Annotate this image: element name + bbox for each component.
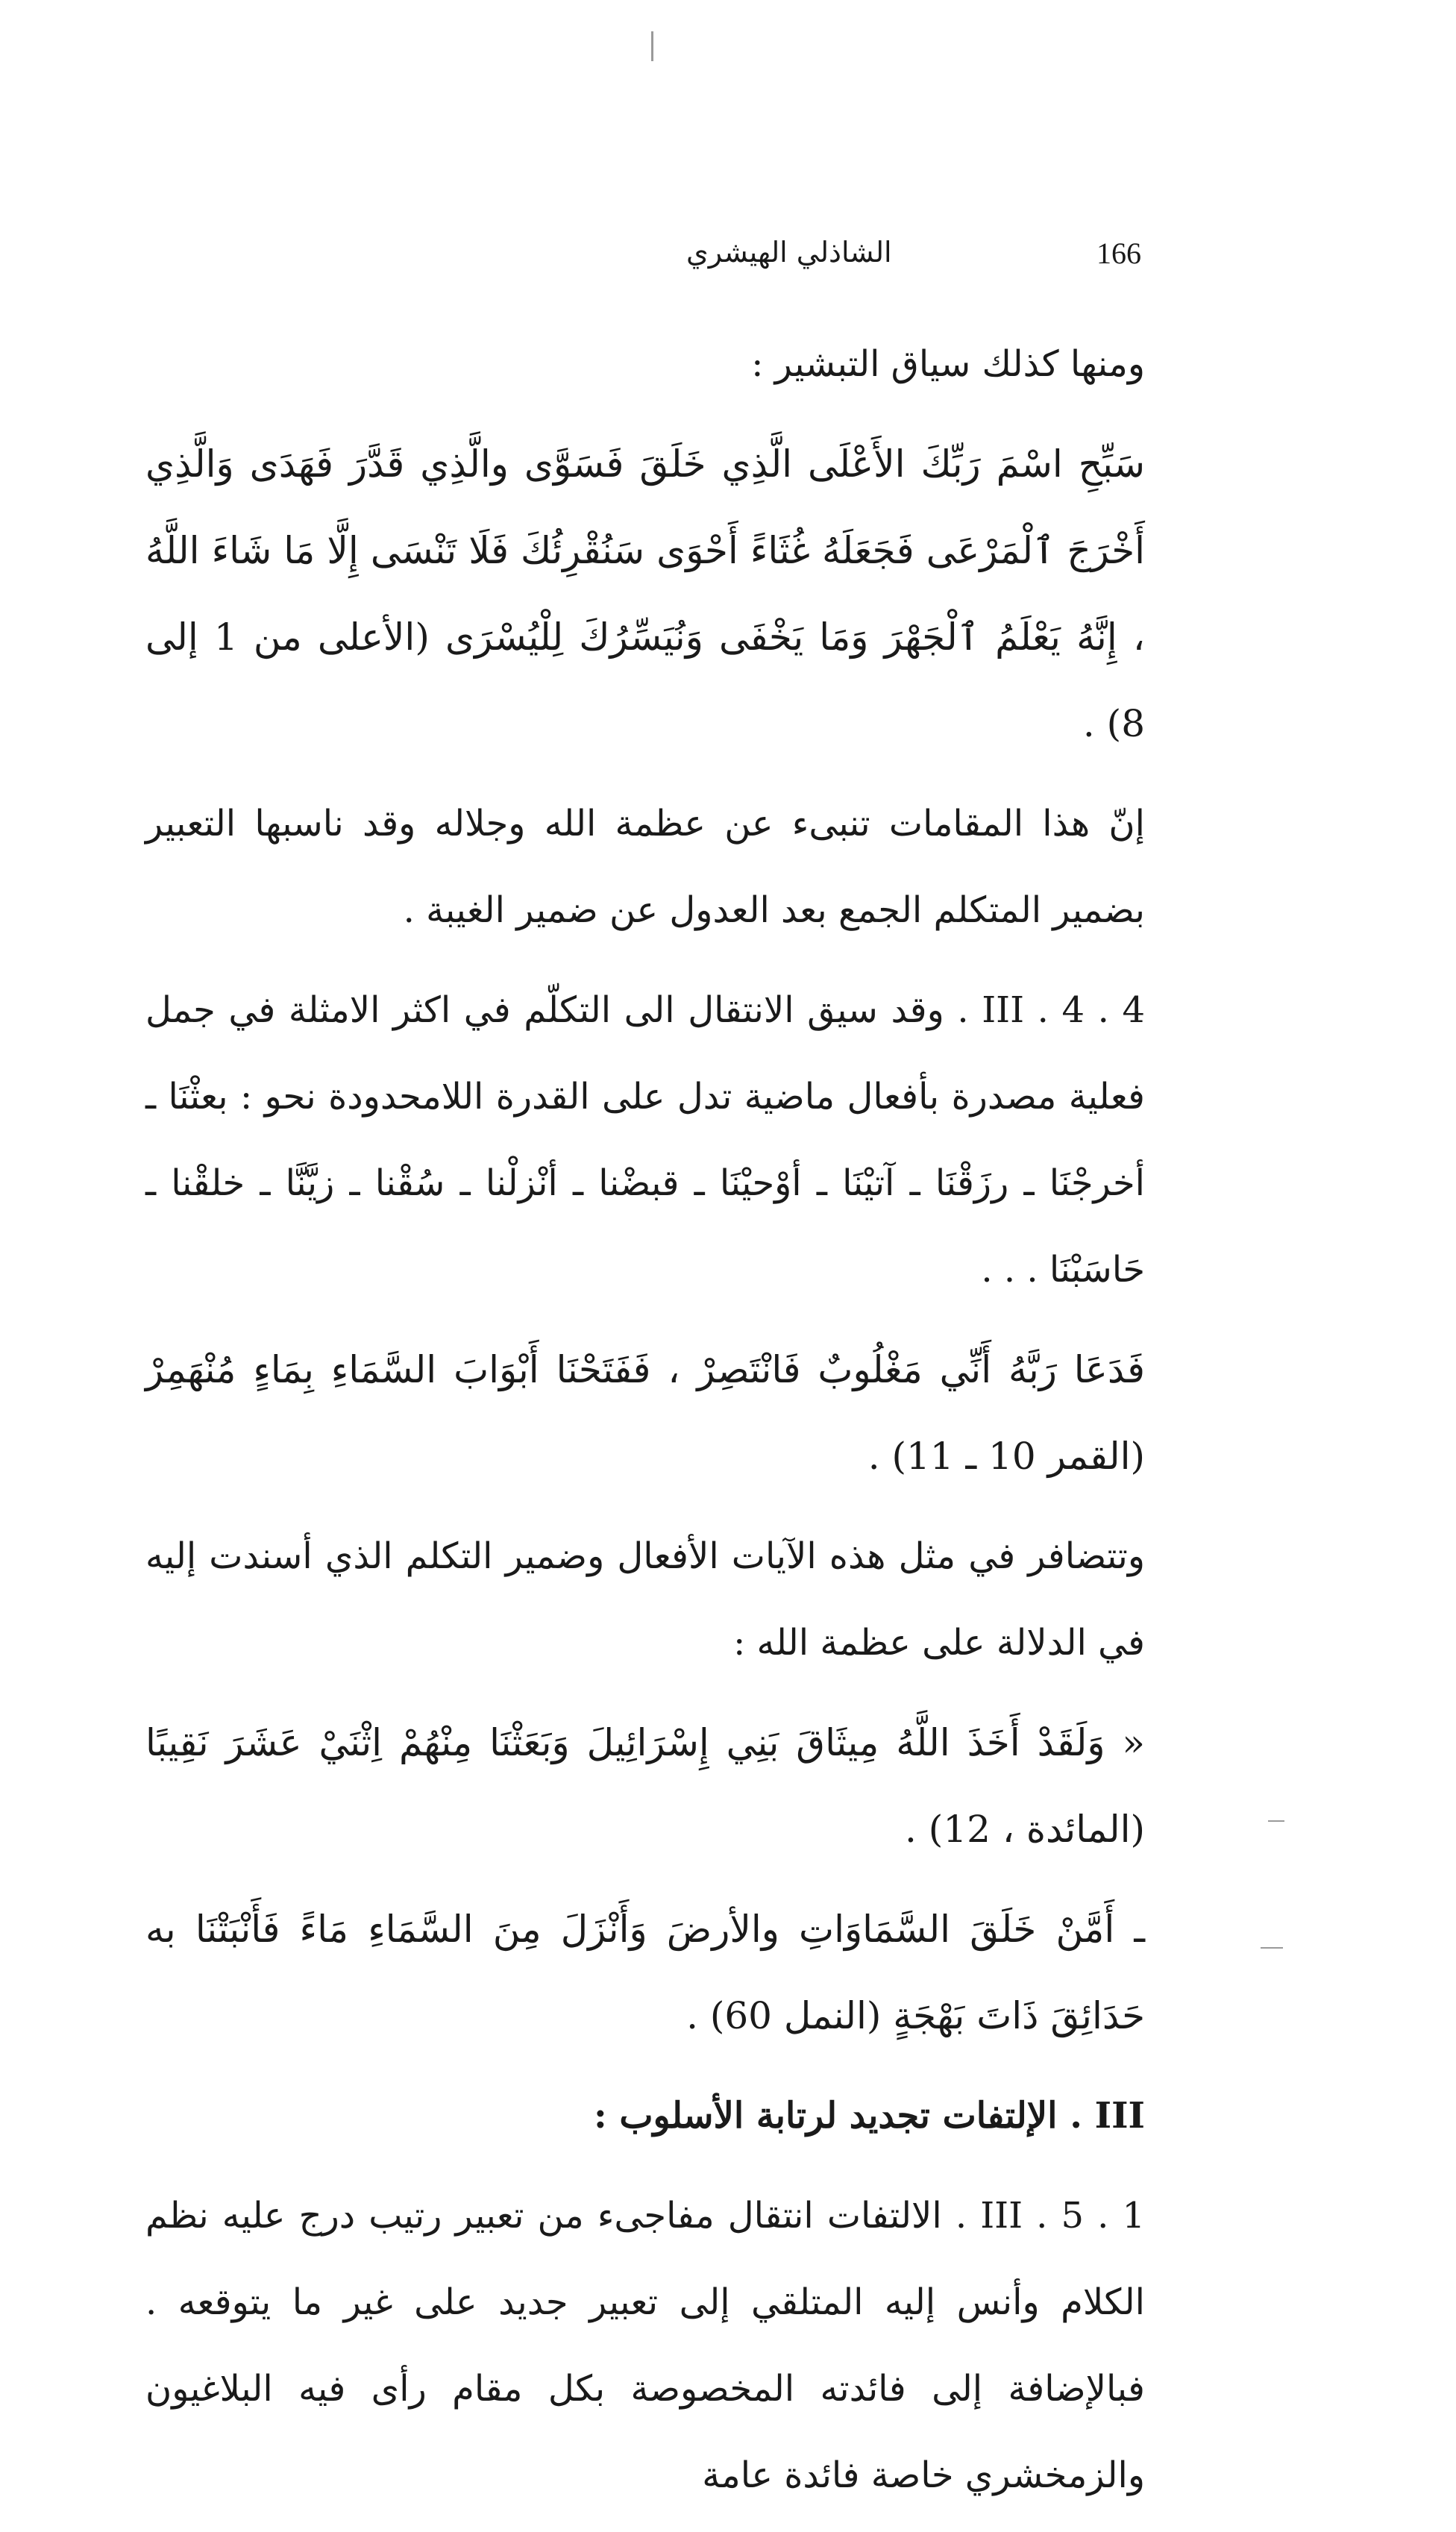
- quran-verse-al-maida: « وَلَقَدْ أَخَذَ اللَّهُ مِيثَاقَ بَنِي إِسْرَائِيلَ وَبَعَثْنَا مِنْهُمْ اِثْنَيْ عَشَرَ نَقِيبًا (المائدة ، 12) .: [145, 1721, 1145, 1851]
- scan-speck: [1261, 1947, 1283, 1949]
- intro-line: ومنها كذلك سياق التبشير :: [751, 343, 1145, 385]
- quran-verse-an-naml: ـ أَمَّنْ خَلَقَ السَّمَاوَاتِ والأرضَ وَأَنْزَلَ مِنَ السَّمَاءِ مَاءً فَأَنْبَتْنَا به حَدَائِقَ ذَاتَ بَهْجَةٍ (النمل 60) .: [145, 1908, 1145, 2037]
- running-head: الشاذلي الهيشري: [686, 236, 892, 269]
- scan-speck: [1268, 1820, 1284, 1822]
- paragraph-verbs-pronoun: وتتضافر في مثل هذه الآيات الأفعال وضمير التكلم الذي أسندت إليه في الدلالة على عظمة الله :: [145, 1535, 1145, 1664]
- section-heading: III . الإلتفات تجديد لرتابة الأسلوب :: [593, 2095, 1145, 2137]
- quran-verse-al-qamar: فَدَعَا رَبَّهُ أَنِّي مَغْلُوبٌ فَانْتَصِرْ ، فَفَتَحْنَا أَبْوَابَ السَّمَاءِ بِمَاءٍ مُنْهَمِرْ (القمر 10 ـ 11) .: [145, 1348, 1145, 1478]
- paragraph-greatness: إنّ هذا المقامات تنبىء عن عظمة الله وجلاله وقد ناسبها التعبير بضمير المتكلم الجمع بعد العدول عن ضمير الغيبة .: [145, 803, 1146, 931]
- paragraph-section-5-1: III . 5 . 1 . الالتفات انتقال مفاجىء من تعبير رتيب درج عليه نظم الكلام وأنس إليه المتلقي إلى تعبير جديد على غير ما يتوقعه . فبالإضافة إلى فائدته المخصوصة بكل مقام رأى فيه البلاغيون والزمخشري خاصة فائدة عامة: [145, 2195, 1146, 2496]
- page-header: [194, 236, 1161, 281]
- body-text: [145, 321, 1145, 2532]
- paragraph-section-4-4: III . 4 . 4 . وقد سيق الانتقال الى التكلّم في اكثر الامثلة في جمل فعلية مصدرة بأفعال ماضية تدل على القدرة اللامحدودة نحو : بعثْنَا ـ أخرجْنَا ـ رزَقْنَا ـ آتيْنَا ـ أوْحيْنَا ـ قبضْنا ـ أنْزلْنا ـ سُقْنا ـ زيَّنَّا ـ خلقْنا ـ حَاسَبْنَا . . .: [145, 989, 1145, 1291]
- scan-speck: [651, 31, 653, 61]
- page-number: 166: [1096, 236, 1141, 270]
- quran-verse-al-ala: سَبِّحِ اسْمَ رَبِّكَ الأَعْلَى الَّذِي خَلَقَ فَسَوَّى والَّذِي قَدَّرَ فَهَدَى وَالَّذِي أَخْرَجَ ٱلْمَرْعَى فَجَعَلَهُ غُثَاءً أَحْوَى سَنُقْرِئُكَ فَلَا تَنْسَى إِلَّا مَا شَاءَ اللَّهُ ، إِنَّهُ يَعْلَمُ ٱلْجَهْرَ وَمَا يَخْفَى وَنُيَسِّرُكَ لِلْيُسْرَى (الأعلى من 1 إلى 8) .: [145, 442, 1145, 745]
